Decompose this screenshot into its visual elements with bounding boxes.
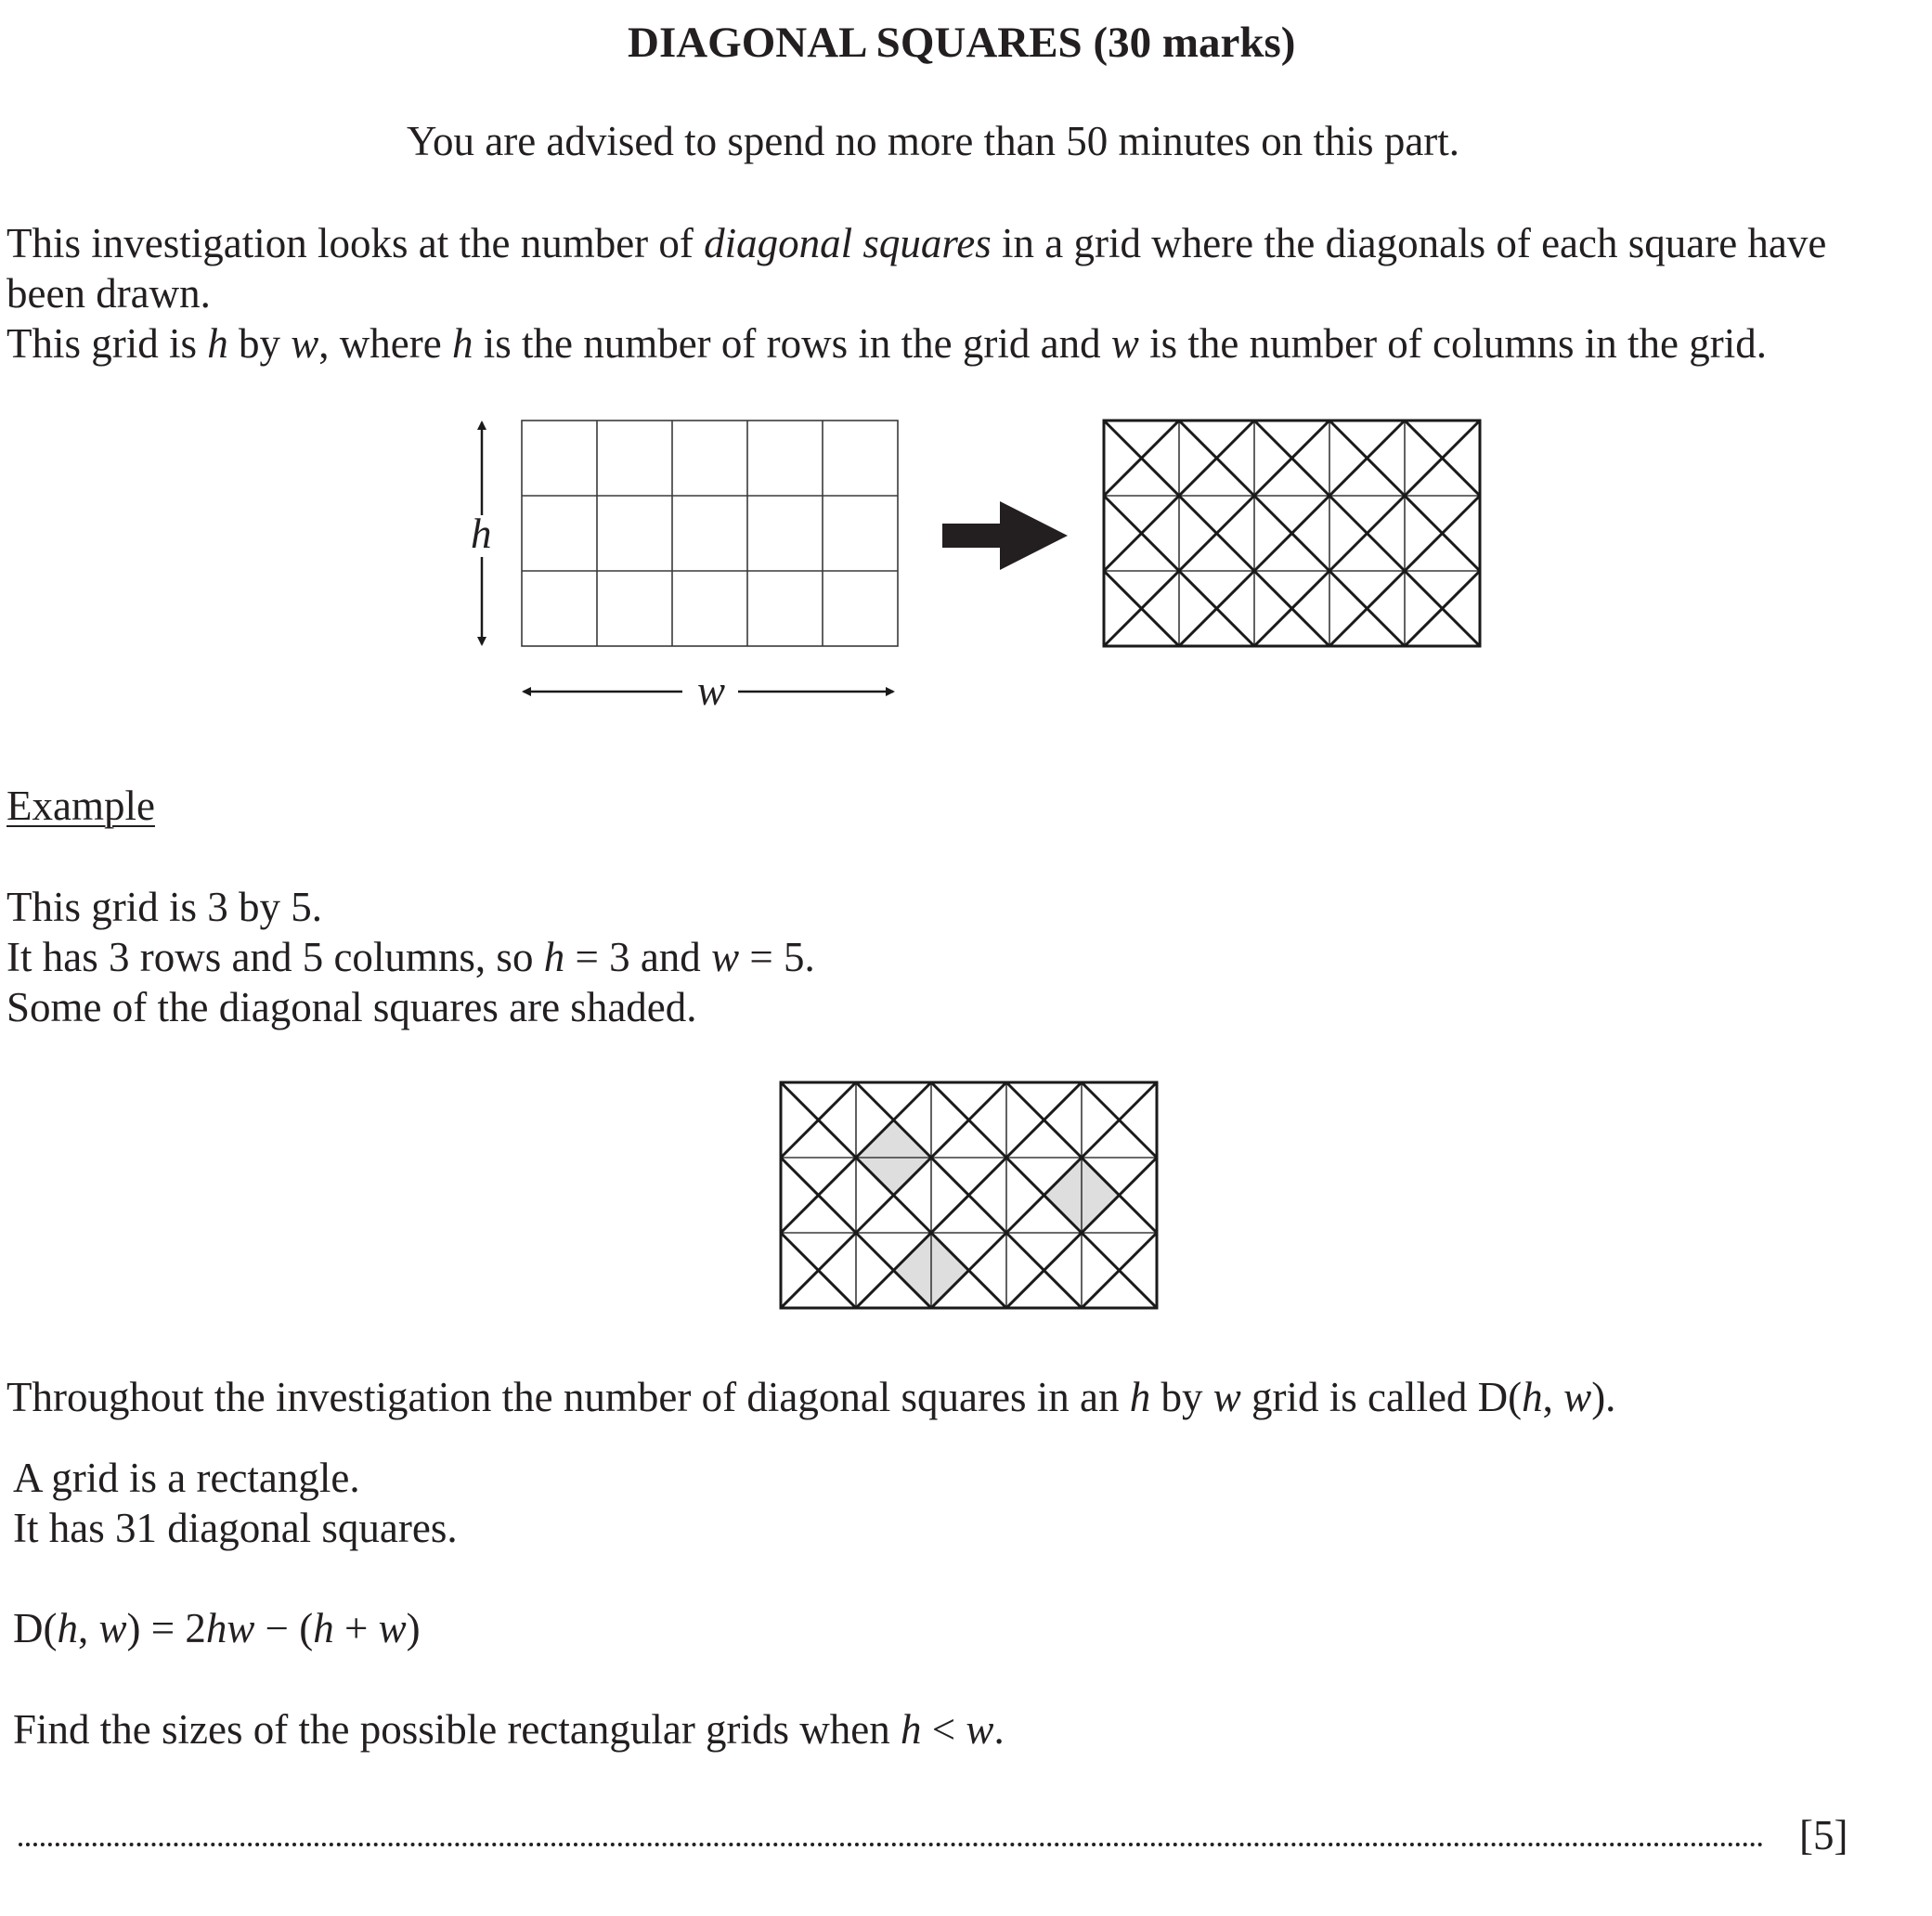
example-line-2: It has 3 rows and 5 columns, so h = 3 and w = 5. — [6, 934, 815, 980]
intro-line-1: This investigation looks at the number of diagonal squares in a grid where the diagonals of each square have — [6, 220, 1827, 266]
time-advice: You are advised to spend no more than 50 minutes on this part. — [407, 118, 1460, 164]
example-line-1: This grid is 3 by 5. — [6, 884, 323, 930]
find-instruction: Find the sizes of the possible rectangular grids when h < w. — [13, 1706, 1005, 1753]
formula: D(h, w) = 2hw − (h + w) — [13, 1605, 421, 1651]
example-heading: Example — [6, 783, 155, 829]
intro-line-3: This grid is h by w, where h is the number of rows in the grid and w is the number of columns in the grid. — [6, 320, 1768, 367]
definition-text: Throughout the investigation the number of diagonal squares in an h by w grid is called D(h, w). — [6, 1374, 1616, 1420]
question-line-2: It has 31 diagonal squares. — [13, 1505, 458, 1551]
intro-line-2: been drawn. — [6, 270, 211, 317]
w-label: w — [697, 667, 726, 714]
marks-label: [5] — [1799, 1812, 1848, 1858]
question-line-1: A grid is a rectangle. — [13, 1455, 360, 1501]
page-title: DIAGONAL SQUARES (30 marks) — [628, 19, 1296, 67]
example-line-3: Some of the diagonal squares are shaded. — [6, 984, 697, 1030]
answer-line[interactable] — [19, 1843, 1764, 1846]
h-label: h — [471, 511, 492, 557]
